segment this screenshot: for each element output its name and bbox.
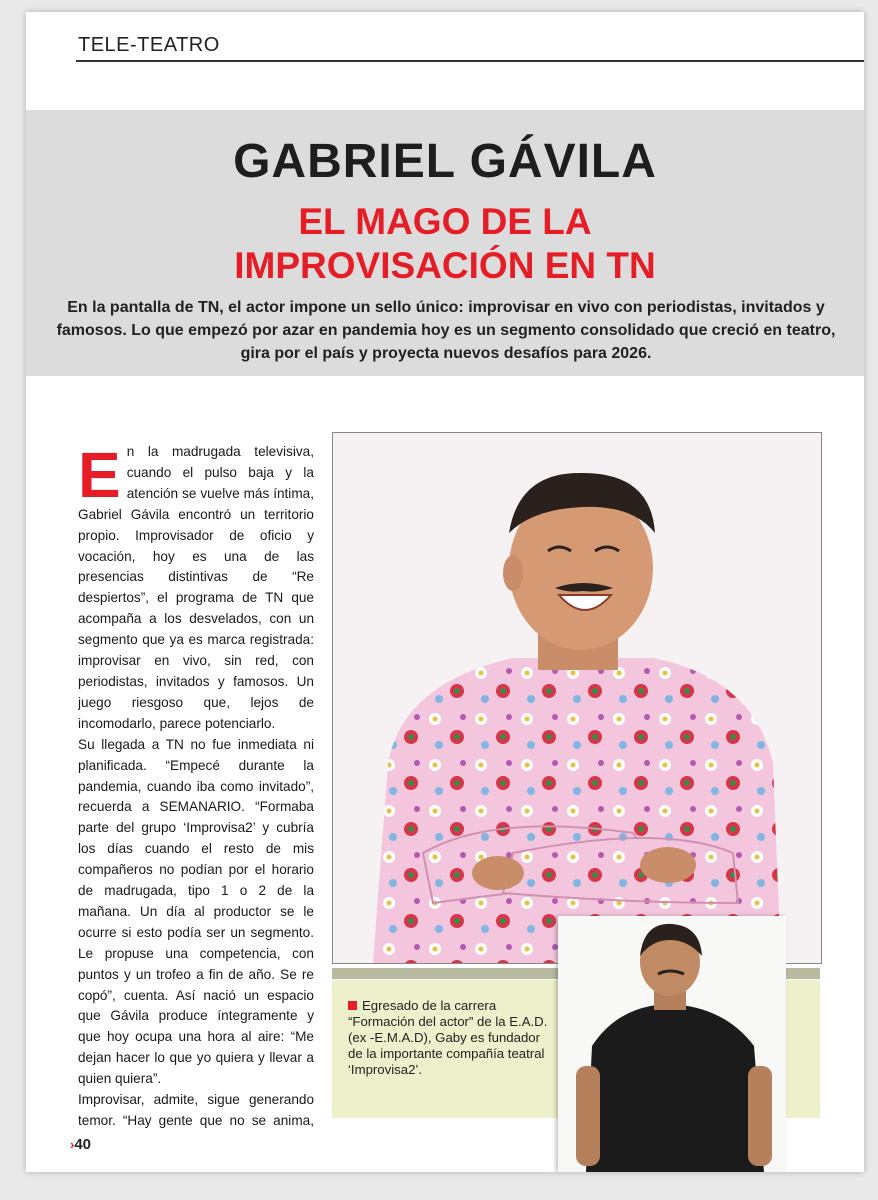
photo-caption [348, 998, 548, 1078]
subhead [26, 200, 864, 288]
subhead-line-2: IMPROVISACIÓN EN TN [234, 245, 656, 286]
caption-bullet-icon [348, 1001, 357, 1010]
drop-cap: E [78, 442, 121, 511]
section-rule [76, 60, 864, 62]
paragraph-1-text: n la madrugada televisiva, cuando el pulso baja y la atención se vuelve más íntima, Gabriel Gávila encontró un territorio propio. Improvisador de oficio y vocación, hoy es una de las presencias distintivas de “Re despiertos”, el programa de TN que acompaña a los desvelados, con un segmento que ya es marca registrada: improvisar en vivo, sin red, con periodistas, invitados y famosos. Un juego riesgoso que, lejos de incomodarlo, parece potenciarlo. [78, 444, 314, 731]
page-number [70, 1136, 91, 1153]
section-label: TELE-TEATRO [78, 34, 220, 56]
paragraph-3: Improvisar, admite, sigue generando temor. “Hay gente que no se anima, [78, 1092, 314, 1128]
page-number-text: 40 [74, 1136, 92, 1153]
main-photo [332, 432, 822, 964]
secondary-photo [558, 916, 786, 1172]
subhead-line-1: EL MAGO DE LA [298, 201, 592, 242]
main-photo-illustration [333, 433, 821, 963]
paragraph-1 [78, 442, 314, 735]
secondary-photo-illustration [558, 916, 786, 1172]
folio-arrow-icon: › [70, 1137, 75, 1152]
paragraph-2: Su llegada a TN no fue inmediata ni planificada. “Empecé durante la pandemia, cuando iba como invitado”, recuerda a SEMANARIO. “Formaba parte del grupo ‘Improvisa2’ y cubría los días cuando el resto de mis compañeros no podían por el horario de madrugada, tipo 1 o 2 de la mañana. Un día al productor se le ocurre si esto podía ser un segmento. Le propuse una competencia, con puntos y un trofeo a fin de año. Se re copó”, cuenta. Así nació un espacio que Gávila produce íntegramente y que hoy ocupa una hora al aire: “Me dejan hacer lo que yo quiera y llevar a quien quiera”. [78, 736, 314, 1087]
caption-text: Egresado de la carrera “Formación del actor” de la E.A.D. (ex -E.M.A.D), Gaby es fundador de la importante compañía teatral ‘Improvisa2’. [348, 998, 548, 1077]
article-body [78, 442, 314, 1132]
lede: En la pantalla de TN, el actor impone un sello único: improvisar en vivo con periodistas, invitados y famosos. Lo que empezó por azar en pandemia hoy es un segmento consolidado que creció en teatro, gira por el país y proyecta nuevos desafíos para 2026. [56, 299, 836, 362]
magazine-page [26, 12, 864, 1172]
headline: GABRIEL GÁVILA [233, 135, 657, 188]
